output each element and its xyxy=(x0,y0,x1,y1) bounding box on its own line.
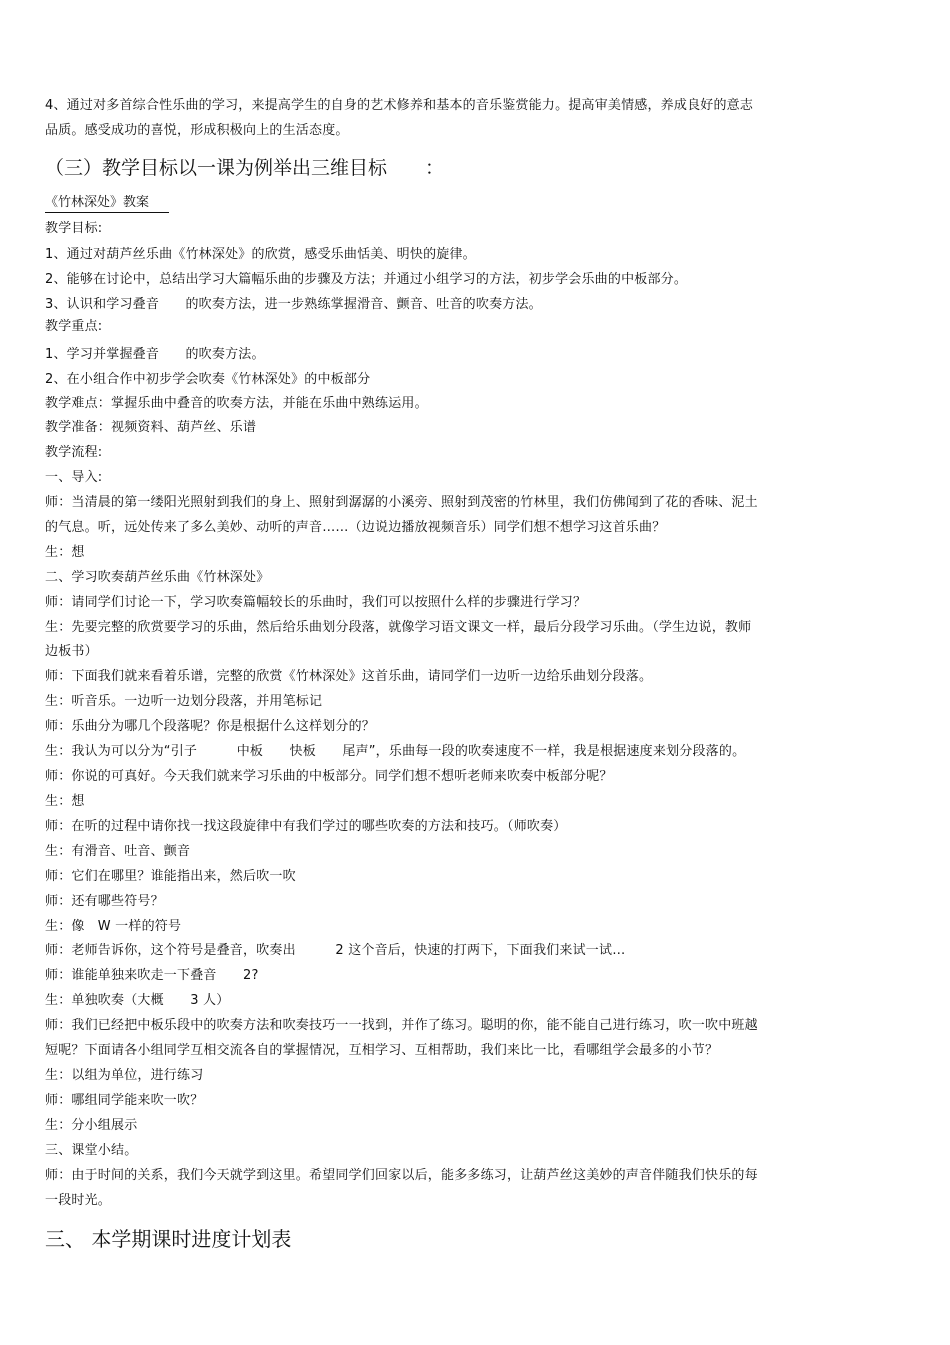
lesson-line: 的气息。听，远处传来了多么美妙、动听的声音……（边说边播放视频音乐）同学们想不想学习这首乐曲？ xyxy=(45,520,666,535)
lesson-line: 师：由于时间的关系，我们今天就学到这里。希望同学们回家以后，能多多练习，让葫芦丝这美妙的声音伴随我们快乐的每 xyxy=(45,1168,758,1183)
lesson-line: 生：像 W 一样的符号 xyxy=(45,919,182,934)
lesson-line: 生：先要完整的欣赏要学习的乐曲，然后给乐曲划分段落，就像学习语文课文一样，最后分段学习乐曲。（学生边说，教师 xyxy=(45,620,752,635)
lesson-line: 师：老师告诉你，这个符号是叠音，吹奏出 2 这个音后，快速的打两下，下面我们来试一试… xyxy=(45,943,626,958)
lesson-line: 师：在听的过程中请你找一找这段旋律中有我们学过的哪些吹奏的方法和技巧。（师吹奏） xyxy=(45,819,567,834)
section-heading-progress-plan: 三、 本学期课时进度计划表 xyxy=(45,1227,292,1251)
lesson-line: 一段时光。 xyxy=(45,1193,112,1208)
lesson-line: 师：还有哪些符号？ xyxy=(45,894,164,909)
lesson-line: 1、通过对葫芦丝乐曲《竹林深处》的欣赏，感受乐曲恬美、明快的旋律。 xyxy=(45,247,476,262)
lesson-line: 师：你说的可真好。今天我们就来学习乐曲的中板部分。同学们想不想听老师来吹奏中板部分呢？ xyxy=(45,769,613,784)
lesson-line: 3、认识和学习叠音 的吹奏方法，进一步熟练掌握滑音、颤音、吐音的吹奏方法。 xyxy=(45,297,542,312)
lesson-line: 生：以组为单位，进行练习 xyxy=(45,1068,204,1083)
lesson-line: 边板书） xyxy=(45,644,98,659)
lesson-line: 师：下面我们就来看着乐谱，完整的欣赏《竹林深处》这首乐曲，请同学们一边听一边给乐曲划分段落。 xyxy=(45,669,653,684)
intro-line-1: 4、通过对多首综合性乐曲的学习，来提高学生的自身的艺术修养和基本的音乐鉴赏能力。提高审美情感，养成良好的意志 xyxy=(45,98,754,113)
lesson-line: 一、导入: xyxy=(45,470,103,485)
lesson-line: 师：我们已经把中板乐段中的吹奏方法和吹奏技巧一一找到，并作了练习。聪明的你，能不能自己进行练习，吹一吹中班越 xyxy=(45,1018,758,1033)
lesson-line: 教学难点：掌握乐曲中叠音的吹奏方法，并能在乐曲中熟练运用。 xyxy=(45,396,428,411)
intro-line-2: 品质。感受成功的喜悦，形成积极向上的生活态度。 xyxy=(45,123,349,138)
lesson-line: 师：乐曲分为哪几个段落呢？你是根据什么这样划分的？ xyxy=(45,719,376,734)
lesson-line: 师：哪组同学能来吹一吹？ xyxy=(45,1093,204,1108)
section-heading-objectives: （三）教学目标以一课为例举出三维目标 ： xyxy=(45,157,445,179)
lesson-line: 短呢？下面请各小组同学互相交流各自的掌握情况，互相学习、互相帮助，我们来比一比，看哪组学会最多的小节？ xyxy=(45,1043,719,1058)
lesson-line: 生：有滑音、吐音、颤音 xyxy=(45,844,191,859)
lesson-line: 师：当清晨的第一缕阳光照射到我们的身上、照射到潺潺的小溪旁、照射到茂密的竹林里，我们仿佛闻到了花的香味、泥土 xyxy=(45,495,758,510)
lesson-line: 三、课堂小结。 xyxy=(45,1143,138,1158)
lesson-line: 师：它们在哪里？谁能指出来，然后吹一吹 xyxy=(45,869,296,884)
lesson-line: 2、在小组合作中初步学会吹奏《竹林深处》的中板部分 xyxy=(45,372,371,387)
lesson-line: 生：分小组展示 xyxy=(45,1118,138,1133)
lesson-line: 教学目标: xyxy=(45,221,103,236)
lesson-title: 《竹林深处》教案 xyxy=(45,194,169,213)
lesson-line: 生：我认为可以分为“引子 中板 快板 尾声”，乐曲每一段的吹奏速度不一样，我是根据速度来划分段落的。 xyxy=(45,744,746,759)
lesson-line: 师：谁能单独来吹走一下叠音 2? xyxy=(45,968,259,983)
lesson-line: 生：单独吹奏（大概 3 人） xyxy=(45,993,230,1008)
lesson-line: 教学准备：视频资料、葫芦丝、乐谱 xyxy=(45,420,257,435)
lesson-line: 生：听音乐。一边听一边划分段落，并用笔标记 xyxy=(45,694,323,709)
lesson-line: 生：想 xyxy=(45,545,85,560)
lesson-line: 教学重点: xyxy=(45,319,103,334)
lesson-line: 师：请同学们讨论一下，学习吹奏篇幅较长的乐曲时，我们可以按照什么样的步骤进行学习？ xyxy=(45,595,587,610)
lesson-line: 生：想 xyxy=(45,794,85,809)
lesson-line: 教学流程: xyxy=(45,445,103,460)
lesson-line: 二、学习吹奏葫芦丝乐曲《竹林深处》 xyxy=(45,570,270,585)
lesson-line: 2、能够在讨论中，总结出学习大篇幅乐曲的步骤及方法；并通过小组学习的方法，初步学会乐曲的中板部分。 xyxy=(45,272,688,287)
lesson-line: 1、学习并掌握叠音 的吹奏方法。 xyxy=(45,347,265,362)
